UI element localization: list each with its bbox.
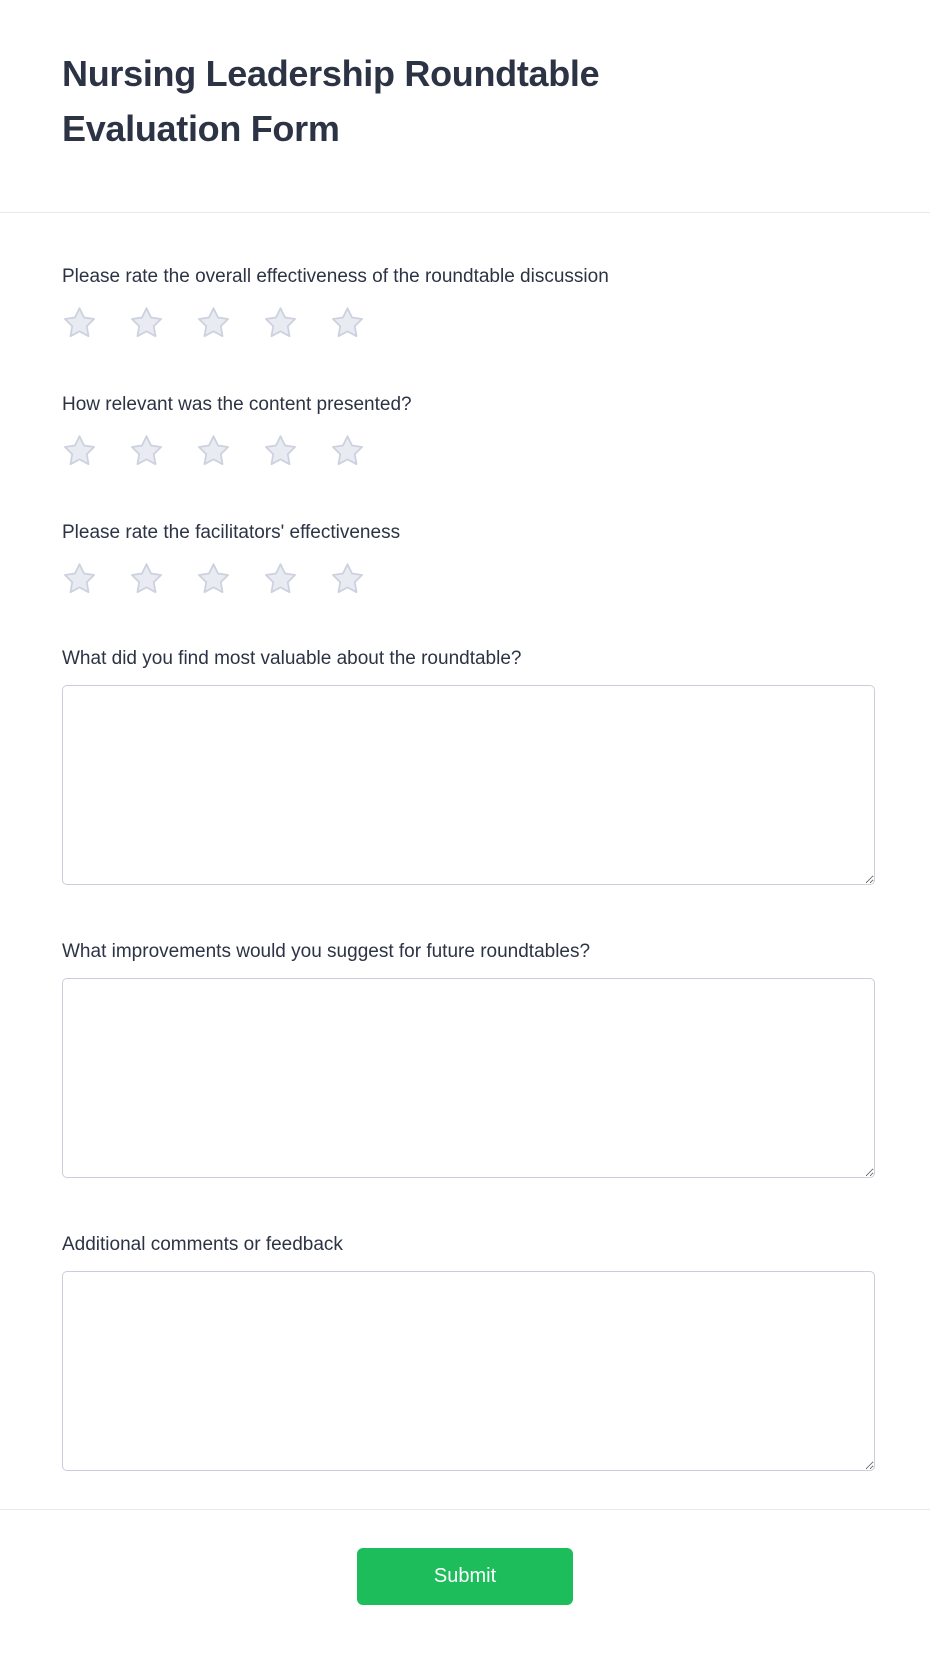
star-icon[interactable]: [196, 560, 231, 597]
text-question-most-valuable: [62, 647, 875, 890]
star-icon[interactable]: [129, 432, 164, 469]
star-icon[interactable]: [129, 560, 164, 597]
textarea-improvements[interactable]: [62, 978, 875, 1178]
question-label: Please rate the overall effectiveness of the roundtable discussion: [62, 266, 609, 287]
text-question-improvements: [62, 940, 875, 1183]
star-icon[interactable]: [330, 432, 365, 469]
question-label: Additional comments or feedback: [62, 1234, 343, 1255]
star-icon[interactable]: [263, 304, 298, 341]
question-label: What improvements would you suggest for future roundtables?: [62, 941, 591, 962]
star-icon[interactable]: [62, 304, 97, 341]
star-icon[interactable]: [129, 304, 164, 341]
page-title: Nursing Leadership Roundtable Evaluation Form: [62, 53, 600, 149]
rating-question-content-relevance: [62, 393, 875, 469]
star-rating-widget: [62, 560, 875, 597]
star-icon[interactable]: [196, 304, 231, 341]
rating-question-overall-effectiveness: [62, 265, 875, 341]
rating-question-facilitators: [62, 521, 875, 597]
star-rating-widget: [62, 432, 875, 469]
submit-row: [0, 1510, 930, 1656]
header-divider: [0, 212, 930, 213]
textarea-additional-comments[interactable]: [62, 1271, 875, 1471]
question-label: Please rate the facilitators' effectiveness: [62, 522, 401, 543]
star-icon[interactable]: [263, 560, 298, 597]
star-icon[interactable]: [330, 304, 365, 341]
star-rating-widget: [62, 304, 875, 341]
submit-button[interactable]: Submit: [357, 1548, 573, 1605]
star-icon[interactable]: [62, 432, 97, 469]
question-label: How relevant was the content presented?: [62, 394, 412, 415]
star-icon[interactable]: [263, 432, 298, 469]
star-icon[interactable]: [330, 560, 365, 597]
textarea-most-valuable[interactable]: [62, 685, 875, 885]
text-question-additional-comments: [62, 1233, 875, 1476]
star-icon[interactable]: [196, 432, 231, 469]
star-icon[interactable]: [62, 560, 97, 597]
question-label: What did you find most valuable about the roundtable?: [62, 648, 522, 669]
